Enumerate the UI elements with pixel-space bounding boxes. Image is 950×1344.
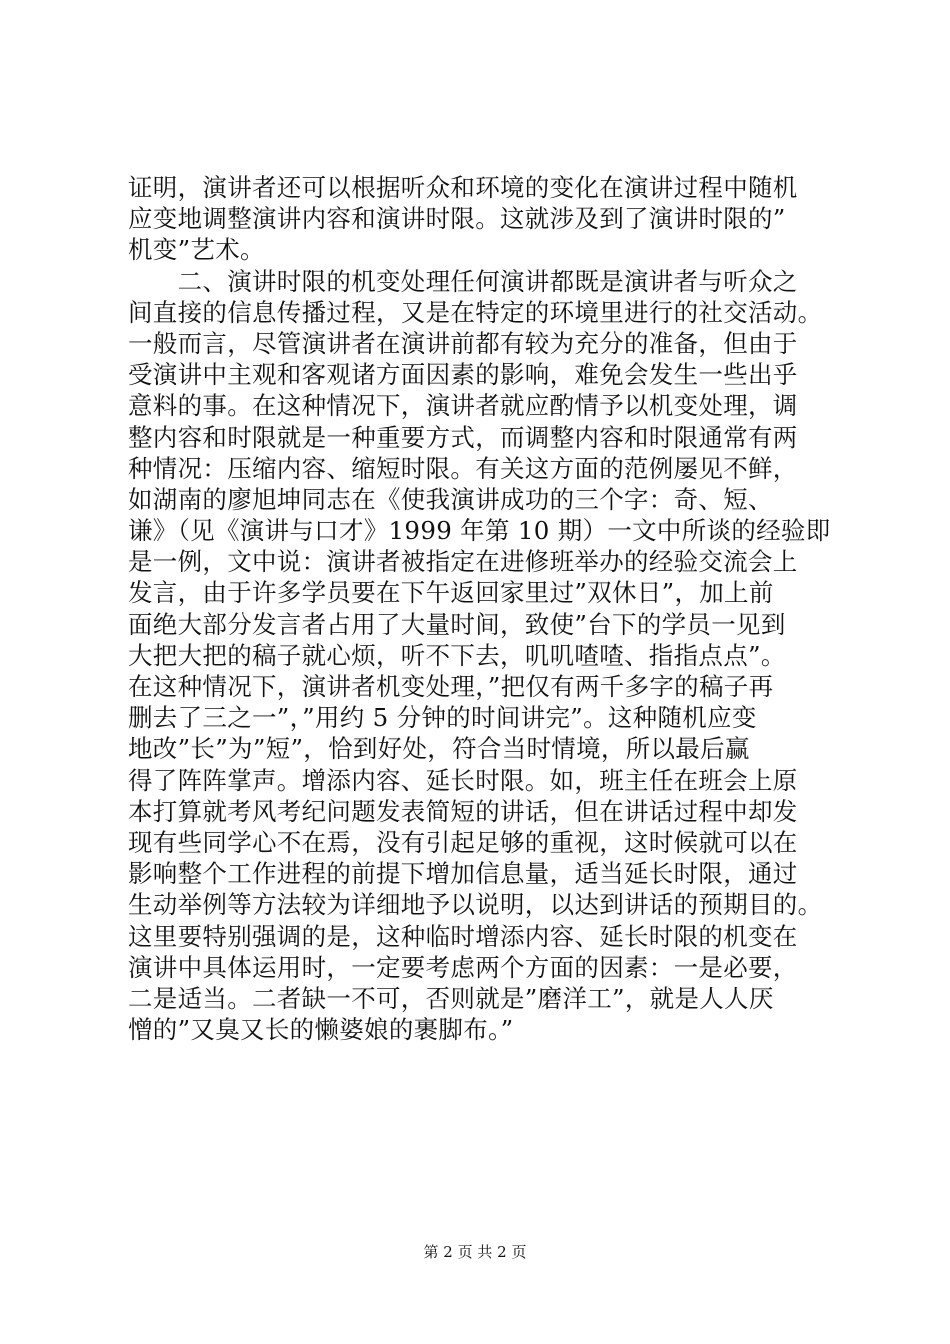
text-line: 应变地调整演讲内容和演讲时限。这就涉及到了演讲时限的” bbox=[128, 204, 786, 234]
text-line: 本打算就考风考纪问题发表简短的讲话，但在讲话过程中却发 bbox=[128, 796, 798, 826]
text-line: 现有些同学心不在焉，没有引起足够的重视，这时候就可以在 bbox=[128, 827, 798, 857]
text-line: 种情况：压缩内容、缩短时限。有关这方面的范例屡见不鲜， bbox=[128, 453, 798, 483]
text-line: 在这种情况下，演讲者机变处理，”把仅有两千多字的稿子再 bbox=[128, 672, 774, 701]
text-line: 地改”长”为”短”，恰到好处，符合当时情境，所以最后赢 bbox=[128, 734, 750, 764]
text-line: 二、演讲时限的机变处理任何演讲都既是演讲者与听众之 bbox=[128, 266, 798, 296]
text-line: 得了阵阵掌声。增添内容、延长时限。如，班主任在班会上原 bbox=[128, 765, 798, 795]
text-line: 整内容和时限就是一种重要方式，而调整内容和时限通常有两 bbox=[128, 422, 798, 452]
text-line: 发言，由于许多学员要在下午返回家里过”双休日”，加上前 bbox=[128, 578, 774, 608]
text-line: 意料的事。在这种情况下，演讲者就应酌情予以机变处理，调 bbox=[128, 391, 798, 421]
text-line: 大把大把的稿子就心烦，听不下去，叽叽喳喳、指指点点”。 bbox=[128, 640, 786, 670]
text-line: 是一例，文中说：演讲者被指定在进修班举办的经验交流会上 bbox=[128, 547, 798, 577]
body-text bbox=[128, 172, 840, 1045]
text-line: 一般而言，尽管演讲者在演讲前都有较为充分的准备，但由于 bbox=[128, 328, 798, 358]
text-line: 间直接的信息传播过程，又是在特定的环境里进行的社交活动。 bbox=[128, 297, 823, 327]
text-line: 删去了三之一”，”用约 5 分钟的时间讲完”。这种随机应变 bbox=[128, 703, 757, 733]
text-line: 面绝大部分发言者占用了大量时间，致使”台下的学员一见到 bbox=[128, 609, 786, 639]
text-line: 这里要特别强调的是，这种临时增添内容、延长时限的机变在 bbox=[128, 921, 798, 951]
text-line: 证明，演讲者还可以根据听众和环境的变化在演讲过程中随机 bbox=[128, 173, 798, 202]
text-line: 憎的”又臭又长的懒婆娘的裹脚布。” bbox=[128, 1015, 514, 1045]
text-line: 生动举例等方法较为详细地予以说明，以达到讲话的预期目的。 bbox=[128, 890, 823, 920]
text-line: 影响整个工作进程的前提下增加信息量，适当延长时限，通过 bbox=[128, 859, 798, 889]
text-line: 谦》（见《演讲与口才》1999 年第 10 期）一文中所谈的经验即 bbox=[128, 516, 831, 546]
text-line: 受演讲中主观和客观诸方面因素的影响，难免会发生一些出乎 bbox=[128, 360, 798, 390]
text-line: 机变”艺术。 bbox=[128, 235, 265, 265]
text-line: 如湖南的廖旭坤同志在《使我演讲成功的三个字：奇、短、 bbox=[128, 484, 773, 514]
text-line: 演讲中具体运用时，一定要考虑两个方面的因素：一是必要， bbox=[128, 952, 798, 982]
page-number-footer: 第 2 页 共 2 页 bbox=[423, 1243, 527, 1261]
text-line: 二是适当。二者缺一不可，否则就是”磨洋工”，就是人人厌 bbox=[128, 983, 774, 1013]
